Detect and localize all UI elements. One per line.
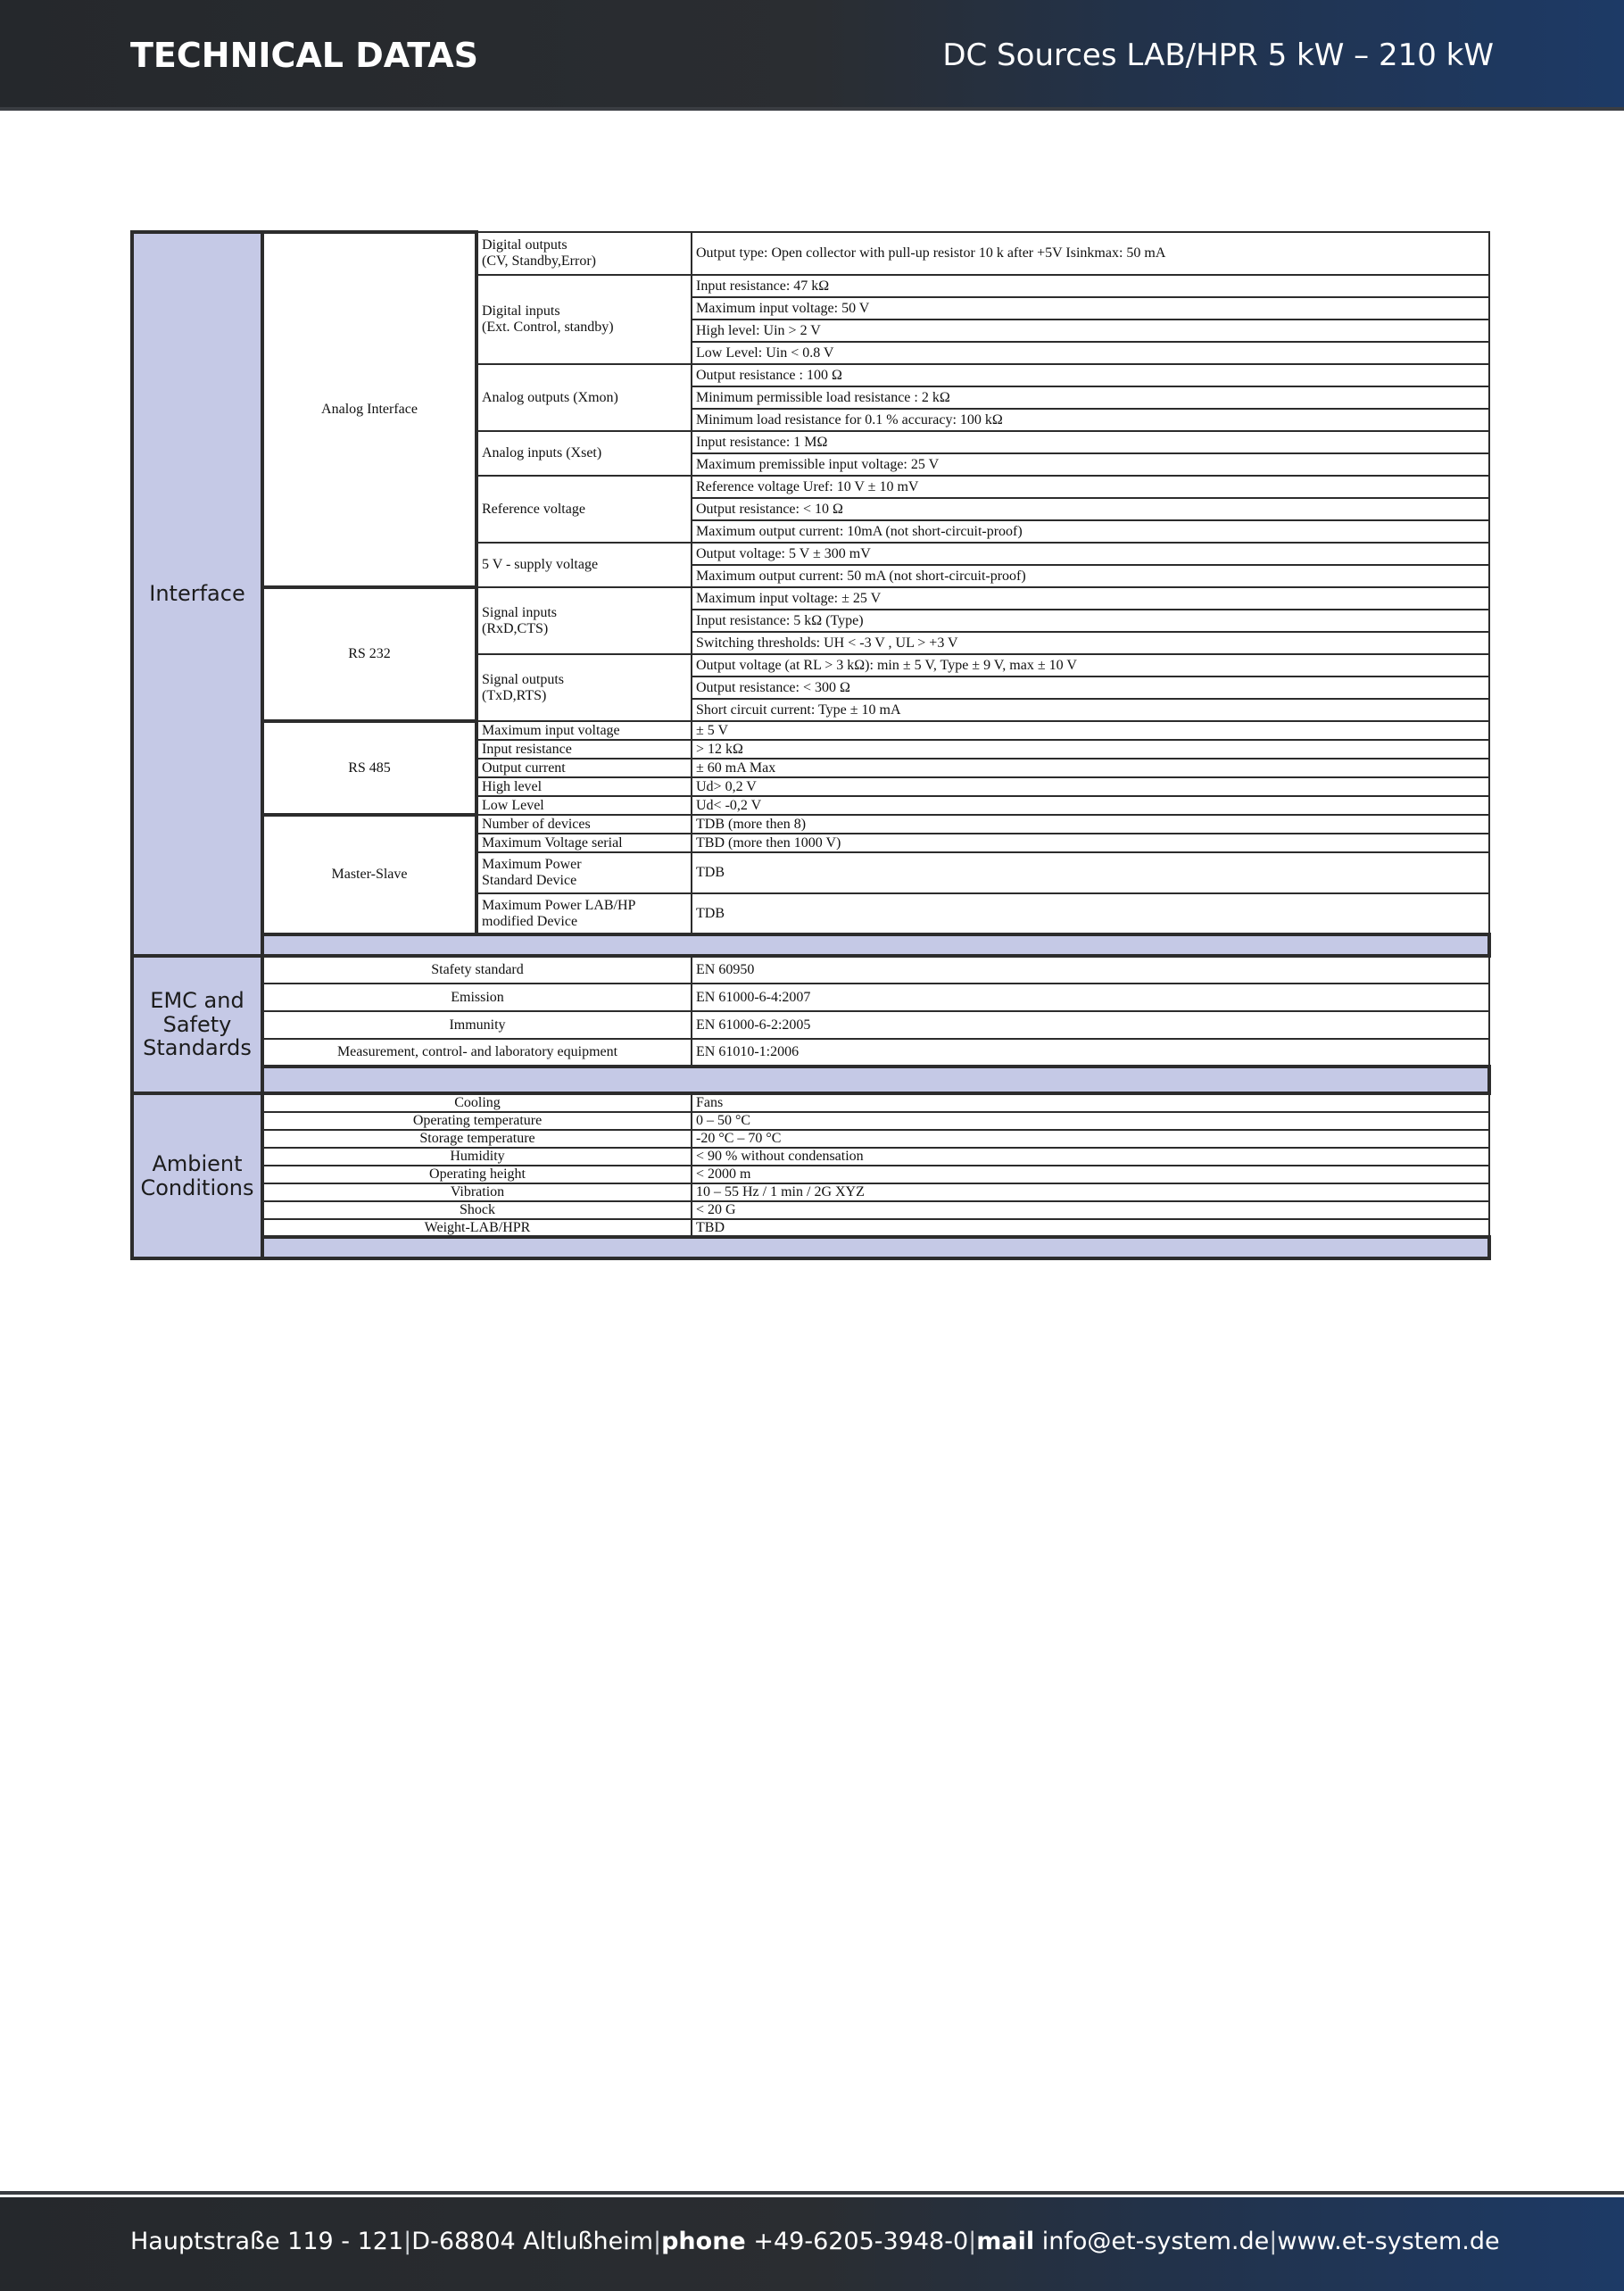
value-cell: 0 – 50 °C: [692, 1112, 1489, 1130]
param-cell: Humidity: [262, 1148, 692, 1166]
param-cell: Operating height: [262, 1166, 692, 1183]
category-ambient: Ambient Conditions: [132, 1093, 262, 1258]
value-cell: < 2000 m: [692, 1166, 1489, 1183]
value-cell: Low Level: Uin < 0.8 V: [692, 342, 1489, 364]
param-cell: Maximum input voltage: [476, 721, 692, 740]
param-analog-outputs: Analog outputs (Xmon): [476, 364, 692, 431]
value-cell: Minimum permissible load resistance : 2 kΩ: [692, 386, 1489, 409]
param-cell: Cooling: [262, 1093, 692, 1112]
footer-contact: [130, 2228, 1500, 2255]
value-cell: High level: Uin > 2 V: [692, 320, 1489, 342]
value-cell: EN 60950: [692, 956, 1489, 984]
param-cell: Shock: [262, 1201, 692, 1219]
section-spacer: [262, 1067, 1489, 1093]
param-cell: Maximum Power LAB/HP modified Device: [476, 893, 692, 934]
value-cell: Fans: [692, 1093, 1489, 1112]
param-cell: Vibration: [262, 1183, 692, 1201]
footer-mail-label: mail: [976, 2228, 1035, 2255]
group-master-slave: Master-Slave: [262, 815, 476, 934]
value-cell: Input resistance: 1 MΩ: [692, 431, 1489, 453]
value-cell: TDB (more then 8): [692, 815, 1489, 834]
footer-divider: [0, 2191, 1624, 2195]
param-cell: Maximum Voltage serial: [476, 834, 692, 852]
param-cell: Maximum Power Standard Device: [476, 852, 692, 893]
param-cell: Immunity: [262, 1011, 692, 1039]
value-cell: TBD (more then 1000 V): [692, 834, 1489, 852]
value-cell: Input resistance: 5 kΩ (Type): [692, 610, 1489, 632]
value-cell: < 20 G: [692, 1201, 1489, 1219]
footer-mail-address[interactable]: info@et-system.de: [1041, 2228, 1270, 2255]
page-subtitle: DC Sources LAB/HPR 5 kW – 210 kW: [942, 37, 1494, 73]
page-header: [0, 0, 1624, 107]
param-signal-outputs: Signal outputs (TxD,RTS): [476, 654, 692, 721]
param-cell: Weight-LAB/HPR: [262, 1219, 692, 1238]
footer-phone: [661, 2228, 968, 2255]
param-cell: Operating temperature: [262, 1112, 692, 1130]
param-digital-inputs: Digital inputs (Ext. Control, standby): [476, 275, 692, 364]
category-emc: EMC and Safety Standards: [132, 956, 262, 1093]
value-cell: Maximum output current: 50 mA (not short-circuit-proof): [692, 565, 1489, 587]
footer-separator: |: [653, 2228, 662, 2255]
footer-mail: [976, 2228, 1269, 2255]
value-cell: Output voltage (at RL > 3 kΩ): min ± 5 V, Type ± 9 V, max ± 10 V: [692, 654, 1489, 677]
param-cell: Output current: [476, 759, 692, 777]
group-rs485: RS 485: [262, 721, 476, 815]
section-spacer: [262, 934, 1489, 956]
footer-separator: |: [968, 2228, 977, 2255]
footer-city: D-68804 Altlußheim: [411, 2228, 653, 2255]
group-analog-interface: Analog Interface: [262, 232, 476, 587]
value-cell: ± 60 mA Max: [692, 759, 1489, 777]
value-cell: Output resistance: < 300 Ω: [692, 677, 1489, 699]
param-cell: Stafety standard: [262, 956, 692, 984]
param-digital-outputs: Digital outputs (CV, Standby,Error): [476, 232, 692, 275]
footer-website-link[interactable]: www.et-system.de: [1277, 2228, 1500, 2255]
param-cell: Measurement, control- and laboratory equipment: [262, 1039, 692, 1067]
value-cell: Output resistance: < 10 Ω: [692, 498, 1489, 520]
param-cell: Emission: [262, 984, 692, 1011]
spec-table: [130, 230, 1491, 1260]
param-cell: High level: [476, 777, 692, 796]
footer-address: Hauptstraße 119 - 121: [130, 2228, 404, 2255]
value-cell: Output voltage: 5 V ± 300 mV: [692, 543, 1489, 565]
value-cell: Maximum input voltage: ± 25 V: [692, 587, 1489, 610]
param-cell: Input resistance: [476, 740, 692, 759]
param-reference-voltage: Reference voltage: [476, 476, 692, 543]
page-footer: [0, 2197, 1624, 2291]
footer-phone-number[interactable]: +49-6205-3948-0: [753, 2228, 969, 2255]
value-cell: Ud< -0,2 V: [692, 796, 1489, 815]
value-cell: Short circuit current: Type ± 10 mA: [692, 699, 1489, 721]
value-cell: Minimum load resistance for 0.1 % accuracy: 100 kΩ: [692, 409, 1489, 431]
param-signal-inputs: Signal inputs (RxD,CTS): [476, 587, 692, 654]
value-cell: EN 61000-6-4:2007: [692, 984, 1489, 1011]
value-cell: -20 °C – 70 °C: [692, 1130, 1489, 1148]
param-analog-inputs: Analog inputs (Xset): [476, 431, 692, 476]
param-cell: Storage temperature: [262, 1130, 692, 1148]
value-cell: EN 61010-1:2006: [692, 1039, 1489, 1067]
category-interface: Interface: [132, 232, 262, 956]
value-cell: Output resistance : 100 Ω: [692, 364, 1489, 386]
page-title: TECHNICAL DATAS: [130, 36, 479, 75]
value-cell: Input resistance: 47 kΩ: [692, 275, 1489, 297]
value-cell: 10 – 55 Hz / 1 min / 2G XYZ: [692, 1183, 1489, 1201]
group-rs232: RS 232: [262, 587, 476, 721]
value-cell: Ud> 0,2 V: [692, 777, 1489, 796]
value-cell: Reference voltage Uref: 10 V ± 10 mV: [692, 476, 1489, 498]
value-cell: TDB: [692, 852, 1489, 893]
value-cell: TBD: [692, 1219, 1489, 1238]
value-cell: Switching thresholds: UH < -3 V , UL > +3 V: [692, 632, 1489, 654]
value-cell: Maximum input voltage: 50 V: [692, 297, 1489, 320]
footer-phone-label: phone: [661, 2228, 746, 2255]
value-cell: Maximum output current: 10mA (not short-circuit-proof): [692, 520, 1489, 543]
value-cell: TDB: [692, 893, 1489, 934]
value-cell: Maximum premissible input voltage: 25 V: [692, 453, 1489, 476]
param-supply-voltage: 5 V - supply voltage: [476, 543, 692, 587]
footer-separator: |: [1269, 2228, 1278, 2255]
value-cell: ± 5 V: [692, 721, 1489, 740]
value-cell: Output type: Open collector with pull-up resistor 10 k after +5V Isinkmax: 50 mA: [692, 232, 1489, 275]
header-divider: [0, 107, 1624, 111]
param-cell: Number of devices: [476, 815, 692, 834]
value-cell: > 12 kΩ: [692, 740, 1489, 759]
param-cell: Low Level: [476, 796, 692, 815]
value-cell: < 90 % without condensation: [692, 1148, 1489, 1166]
section-spacer: [262, 1237, 1489, 1258]
value-cell: EN 61000-6-2:2005: [692, 1011, 1489, 1039]
footer-separator: |: [403, 2228, 412, 2255]
